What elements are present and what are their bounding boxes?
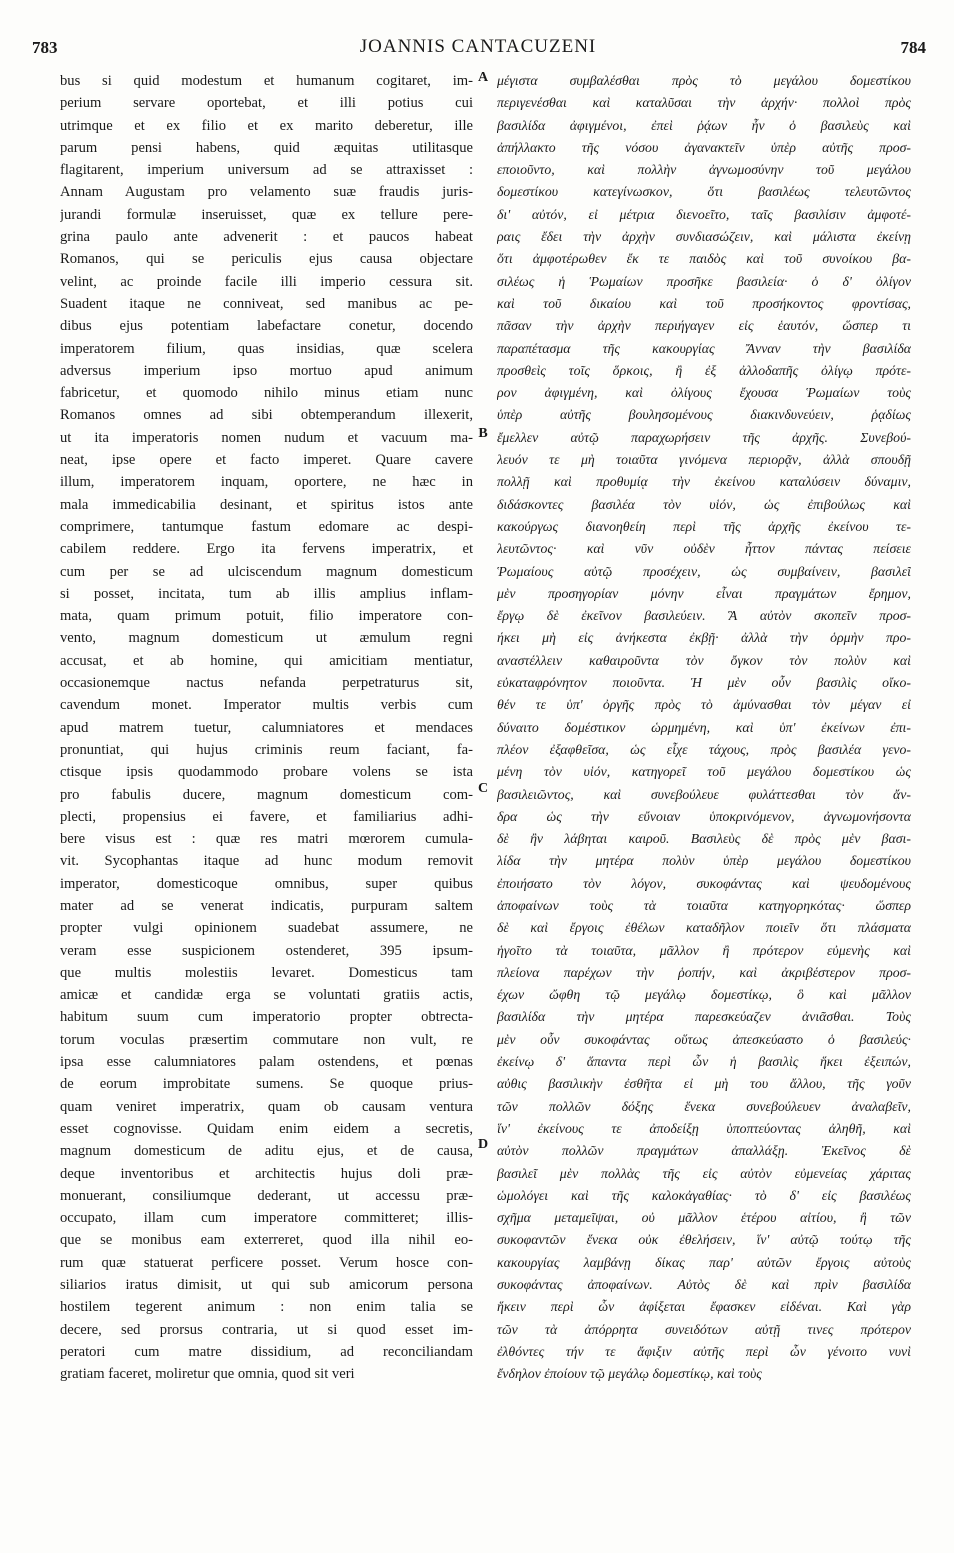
greek-text-line: Ῥωμαίους αὐτῷ προσέχειν, ὡς συμβαίνειν, βασιλεῖ bbox=[497, 563, 911, 579]
latin-text-line: plecti, propensius ei favere, et familiarius adhi- bbox=[60, 808, 473, 825]
latin-text-line: ctisque ipsis quodammodo probare volens se ista bbox=[60, 764, 473, 781]
latin-text-line: rum quæ statuerat perficere posset. Verum hosce con- bbox=[60, 1254, 473, 1271]
latin-text-line: adversus imperium ipso mortuo apud animum bbox=[60, 362, 473, 379]
latin-text-line: si posset, incitata, tum ab illis amplius inflam- bbox=[60, 585, 473, 602]
greek-text-line: καὶ τοῦ δικαίου καὶ τοῦ προσήκοντος φροντίσας, bbox=[497, 295, 911, 311]
greek-text-line: σιλέως ἡ Ῥωμαίων προσῆκε βασιλεία· ὁ δ' ὀλίγον bbox=[497, 273, 911, 289]
latin-text-line: magnum domesticum de aditu ejus, et de causa, bbox=[60, 1143, 473, 1160]
greek-text-line: διδάσκοντες βασιλέα τὸν υἱόν, ὡς ἐπιβούλως καὶ bbox=[497, 496, 911, 512]
latin-text-line: gratiam faceret, moliretur que omnia, quod sit veri bbox=[60, 1366, 355, 1383]
latin-text-line: vit. Sycophantas itaque ad hunc modum removit bbox=[60, 853, 473, 870]
margin-letter-c: C bbox=[477, 781, 489, 796]
latin-text-line: Romanos, qui se periculis ejus causa objectare bbox=[60, 251, 473, 268]
greek-text-line: ὡμολόγει καὶ τῆς καλοκἀγαθίας· τὸ δ' εἰς βασιλέως bbox=[497, 1187, 911, 1203]
greek-text-line: ἥκειν περὶ ὧν ἀφίξεται ἔφασκεν εἰδέναι. Καὶ γὰρ bbox=[497, 1299, 911, 1315]
greek-text-line: πλείονα παρέχων τὴν ῥοπήν, καὶ ἀκριβέστερον προσ- bbox=[497, 964, 911, 980]
greek-text-line: κακουργίας λαμβάνῃ δίκας παρ' αὐτῶν ἔργοις αὐτοὺς bbox=[497, 1254, 911, 1270]
latin-text-line: illum, imperatorem inquam, oportere, ne hæc in bbox=[60, 474, 473, 491]
greek-text-line: λευόν τε μὴ τοιαῦτα γινόμενα περιορᾷν, ἀλλὰ σπουδῇ bbox=[497, 452, 911, 468]
latin-text-line: flagitarent, imperium universum ad se attraxisset : bbox=[60, 162, 473, 179]
greek-text-line: δι' αὐτόν, εἰ μέτρια διενοεῖτο, ταῖς βασιλίσιν ἀμφοτέ- bbox=[497, 206, 911, 222]
greek-text-line: ρον ἀφιγμένη, καὶ ὀλίγους ἔχουσα Ῥωμαίων τοὺς bbox=[497, 385, 911, 401]
margin-letter-b: B bbox=[478, 426, 488, 441]
latin-text-line: utrimque et ex filio et ex marito deberetur, ille bbox=[60, 117, 473, 134]
greek-text-line: παραπέτασμα τῆς κακουργίας Ἄνναν τὴν βασιλίδα bbox=[497, 340, 911, 356]
latin-text-line: que se monibus eam exterreret, quod illa nihil eo- bbox=[60, 1232, 473, 1249]
latin-text-line: ut ita imperatoris nomen nudum et vacuum ma- bbox=[60, 429, 473, 446]
running-title: JOANNIS CANTACUZENI bbox=[359, 36, 597, 57]
greek-text-line: πᾶσαν τὴν ἀρχὴν περιήγαγεν εἰς ἑαυτόν, ὥσπερ τι bbox=[497, 318, 911, 334]
greek-text-line: μὲν οὖν συκοφάντας οὕτως ἀπεσκεύαστο ὁ βασιλεύς· bbox=[497, 1031, 911, 1047]
latin-text-line: pro fabulis ducere, magnum domesticum com- bbox=[60, 786, 473, 803]
greek-text-line: σχῆμα μεταμεῖψαι, οὐ μᾶλλον ἑτέρου αἰτίου, ἢ τῶν bbox=[497, 1210, 911, 1226]
page-number-left: 783 bbox=[32, 38, 58, 57]
greek-text-line: βασιλίδα τὴν μητέρα παρεσκεύαζεν ἀνιᾶσθαι. Τοὺς bbox=[497, 1009, 911, 1025]
latin-text-line: grina paulo ante advenerit : et paucos habeat bbox=[60, 229, 473, 246]
latin-text-line: bus si quid modestum et humanum cogitaret, im- bbox=[60, 73, 473, 89]
latin-text-line: pronuntiat, qui hujus criminis reum faciant, fa- bbox=[60, 741, 473, 758]
latin-text-line: de eorum improbitate sumens. Se quoque prius- bbox=[60, 1076, 473, 1093]
latin-text-line: mala immedicabilia desinant, et spiritus istos ante bbox=[60, 496, 473, 513]
margin-letter-d: D bbox=[477, 1137, 489, 1152]
latin-text-line: decere, sed prorsus contraria, ut si quod esset im- bbox=[60, 1321, 473, 1338]
greek-text-line: κακούργως διανοηθείη περὶ τῆς ἀρχῆς ἐκείνου τε- bbox=[497, 518, 911, 534]
greek-text-line: ἡγοῖτο τὰ τοιαῦτα, μᾶλλον ἢ πρότερον εὐμενὴς καὶ bbox=[497, 942, 911, 958]
latin-text-line: quam veniret imperatrix, quam ob causam ventura bbox=[60, 1098, 473, 1115]
latin-text-line: propter vulgi opinionem suadebat assumere, ne bbox=[60, 920, 473, 937]
latin-text-line: deque inventoribus et architectis hujus doli præ- bbox=[60, 1165, 473, 1182]
latin-text-line: Annam Augustam pro velamento suæ fraudis juris- bbox=[60, 184, 473, 201]
greek-text-line: βασιλίδα ἀφιγμένοι, ἐπεὶ ῥᾴων ἦν ὁ βασιλεὺς καὶ bbox=[497, 117, 911, 133]
latin-text-line: dibus ejus potentiam labefactare conetur, docendo bbox=[60, 318, 473, 335]
greek-text-line: αναστέλλειν καθαιροῦντα τὸν ὄγκον τὸν πολὺν καὶ bbox=[497, 652, 911, 668]
latin-text-line: mata, quam primum potuit, filio imperatore con- bbox=[60, 608, 473, 625]
latin-text-line: amicæ et candidæ erga se voluntati gratiis actis, bbox=[60, 987, 473, 1004]
greek-text-line: προσθεὶς τοῖς ὅρκοις, ἢ ἐξ ἀλλοδαπῆς ὀλίγῳ πρότε- bbox=[497, 362, 911, 378]
latin-text-line: neat, ipse opere et facto imperet. Quare cavere bbox=[60, 452, 473, 469]
greek-text-line: δύναιτο δομέστικον ὡρμημένη, καὶ ὑπ' ἐκείνων ἐπι- bbox=[497, 719, 911, 735]
latin-text-line: parum pensi habens, quid æquitas utilitasque bbox=[60, 139, 473, 156]
greek-text-line: πολλῇ καὶ προθυμίᾳ τὴν ἐκείνου καταλύσειν δύναμιν, bbox=[497, 474, 911, 490]
latin-text-line: cabilem reddere. Ergo ita fervens imperatrix, et bbox=[60, 541, 473, 558]
greek-text-line: μέγιστα συμβαλέσθαι πρὸς τὸ μεγάλου δομεστίκου bbox=[497, 73, 911, 88]
latin-column bbox=[60, 70, 473, 1386]
latin-text-line: torum voculas præsertim commutare non vult, re bbox=[60, 1031, 473, 1048]
greek-text-line: ραις ἔδει τὴν ἀρχὴν συνδιασώζειν, καὶ μάλιστα ἐκείνῃ bbox=[497, 229, 911, 245]
greek-text-line: συκοφαντῶν ἕνεκα οὐκ ἐθελήσειν, ἵν' αὐτῷ τούτῳ τῆς bbox=[497, 1232, 911, 1248]
running-header bbox=[28, 34, 928, 62]
greek-text-line: δρα ὡς τὴν εὔνοιαν ὑποκρινόμενον, ἀγνωμονήσοντα bbox=[497, 808, 911, 824]
greek-text-line: ἔργῳ δὲ ἐκεῖνον βασιλεύειν. Ἃ αὐτὸν σκοπεῖν προσ- bbox=[497, 608, 911, 624]
latin-text-line: mater ad se venerat indicatis, purpuram saltem bbox=[60, 897, 473, 914]
latin-text-line: accusat, et ab homine, qui amicitiam mentiatur, bbox=[60, 652, 473, 669]
latin-text-line: Suadent itaque ne conniveat, sed manibus ac pe- bbox=[60, 295, 473, 312]
greek-text-line: βασιλεῖ μὲν πολλὰς τῆς εἰς αὐτὸν εὐμενείας χάριτας bbox=[497, 1165, 911, 1181]
greek-text-line: ἐκείνῳ δ' ἅπαντα περὶ ὧν ἡ βασιλὶς ἥκει ἐξειπών, bbox=[497, 1054, 911, 1070]
latin-text-line: perium servare oportebat, et illi potius cui bbox=[60, 95, 473, 112]
greek-text-line: ἔνδηλον ἐποίουν τῷ μεγάλῳ δομεστίκῳ, καὶ τοὺς bbox=[497, 1366, 762, 1382]
greek-text-line: τῶν τὰ ἀπόρρητα συνειδότων αὐτῇ τινες πρότερον bbox=[497, 1321, 911, 1337]
latin-text-line: ipsa esse calumniatores palam ostendens, et pœnas bbox=[60, 1054, 473, 1071]
greek-text-line: ἀποφαίνων τοὺς τὰ τοιαῦτα κατηγορηκότας· ὥσπερ bbox=[497, 897, 911, 913]
page-number-right: 784 bbox=[900, 38, 926, 57]
margin-letter-a: A bbox=[477, 70, 489, 85]
greek-text-line: ὑπὲρ αὐτῆς βουλησομένους διακινδυνεύειν, ῥᾳδίως bbox=[497, 407, 911, 423]
latin-text-line: imperator, domesticoque omnibus, super quibus bbox=[60, 875, 473, 892]
greek-text-line: ήκει μὴ εἰς ἀνήκεστα ἐκβῇ· ἀλλὰ τὴν ὁρμὴν προ- bbox=[497, 630, 911, 646]
greek-text-line: βασιλειῶντος, καὶ συνεβούλευε φυλάττεσθαι τὸν ἄν- bbox=[497, 786, 911, 802]
greek-text-line: δομεστίκου κατεγίνωσκον, ὅτι βασιλέως τελευτῶντος bbox=[497, 184, 911, 200]
latin-text-line: velint, ac proinde facile illi imperio cessura sit. bbox=[60, 273, 473, 290]
latin-text-line: monuerant, consiliumque dederant, ut accessu præ- bbox=[60, 1187, 473, 1204]
greek-text-line: αὐτὸν πολλῶν πραγμάτων ἀπαλλάξῃ. Ἐκεῖνος δὲ bbox=[497, 1143, 911, 1159]
latin-text-line: Romanos omnes ad sibi obtemperandum illexerit, bbox=[60, 407, 473, 424]
latin-text-line: comprimere, tantumque fastum edomare ac despi- bbox=[60, 518, 473, 535]
greek-text-line: θέν τε ὑπ' ὀργῆς πρὸς τὸ ἀμύνασθαι τὸν μέγαν εἰ bbox=[497, 697, 911, 713]
greek-text-line: λευτῶντος· καὶ νῦν οὐδὲν ἧττον πάντας πείσειε bbox=[497, 541, 911, 557]
greek-text-line: πλέον ἐξαφθεῖσα, ὡς εἶχε τάχους, πρὸς βασιλέα γενο- bbox=[497, 741, 911, 757]
greek-text-line: ἐλθόντες τήν τε ἄφιξιν αὐτῆς περὶ ὧν γένοιτο νυνὶ bbox=[497, 1343, 911, 1359]
greek-text-line: δὲ ἢν λάβηται καιροῦ. Βασιλεὺς δὲ πρὸς μὲν βασι- bbox=[497, 831, 911, 847]
greek-text-line: συκοφάντας ἀποφαίνων. Αὐτὸς δὲ καὶ πρὶν βασιλίδα bbox=[497, 1277, 911, 1293]
latin-text-line: bere visus est : quæ res matri mœrorem cumula- bbox=[60, 831, 473, 848]
latin-text-line: hostilem tegerent animum : non enim talia se bbox=[60, 1299, 473, 1316]
greek-text-line: μὲν προσηγορίαν μόνην εἶναι πραγμάτων ἔρημον, bbox=[497, 585, 911, 601]
latin-text-line: fabricetur, et quomodo nihilo minus etiam nunc bbox=[60, 385, 473, 402]
greek-text-line: εὐκαταφρόνητον ποιοῦντα. Ἡ μὲν οὖν βασιλὶς οἴκο- bbox=[497, 675, 911, 691]
greek-text-line: έχων ὤφθη τῷ μεγάλῳ δομεστίκῳ, ὃ καὶ μᾶλλον bbox=[497, 987, 911, 1003]
greek-text-line: τῶν πολλῶν δόξης ἕνεκα συνεβούλευεν ἀναλαβεῖν, bbox=[497, 1098, 911, 1114]
greek-text-line: λίδα τὴν μητέρα πολὺν ὑπὲρ μεγάλου δομεστίκου bbox=[497, 853, 911, 869]
latin-text-line: vento, magnum domesticum ut æmulum regni bbox=[60, 630, 473, 647]
latin-text-line: cum per se ad ulciscendum magnum domesticum bbox=[60, 563, 473, 580]
latin-text-line: imperatorem filium, quas insidias, quæ scelera bbox=[60, 340, 473, 357]
latin-text-line: habitum suum cum imperatorio propter obtrecta- bbox=[60, 1009, 473, 1026]
greek-text-line: ἐποιήσατο τὸν λόγον, συκοφάντας καὶ ψευδομένους bbox=[497, 875, 911, 891]
greek-text-line: δὲ καὶ ἔργοις ἐθέλων καταδῆλον ποιεῖν ὅτι πλάσματα bbox=[497, 920, 911, 936]
greek-text-line: ἔμελλεν αὐτῷ παραχωρήσειν τῆς ἀρχῆς. Συνεβού- bbox=[497, 429, 911, 445]
latin-text-line: jurandi formulæ inseruisset, quæ ex tellure pere- bbox=[60, 206, 473, 223]
greek-text-line: μένη τὸν υἱόν, κατηγορεῖ τοῦ μεγάλου δομεστίκου ὡς bbox=[497, 764, 911, 780]
greek-text-line: ἀπήλλακτο τῆς νόσου ἀγανακτεῖν ὑπὲρ αὐτῆς προσ- bbox=[497, 139, 911, 155]
latin-text-line: esset cognovisse. Quidam enim eidem a secretis, bbox=[60, 1120, 473, 1137]
latin-text-line: occupato, illam cum imperatore committeret; illis- bbox=[60, 1210, 473, 1227]
latin-text-line: occasionemque nactus nefanda perpetraturus sit, bbox=[60, 675, 473, 692]
latin-text-line: siliarios iratus dimisit, ut qui sub amicorum persona bbox=[60, 1277, 473, 1294]
latin-text-line: cavendum monet. Imperator multis verbis cum bbox=[60, 697, 473, 714]
greek-text-line: ὅτι ἀμφοτέρωθεν ἔκ τε παιδὸς καὶ τοῦ συνοίκου βα- bbox=[497, 251, 911, 267]
greek-column bbox=[497, 70, 911, 1386]
latin-text-line: apud matrem tuetur, calumniatores et mendaces bbox=[60, 719, 473, 736]
greek-text-line: αὐθις βασιλικὴν ἐσθῆτα εἰ μὴ του ἄλλου, τῆς γοῦν bbox=[497, 1076, 911, 1092]
latin-text-line: veram esse suspicionem ostenderet, 395 ipsum- bbox=[60, 942, 473, 959]
greek-text-line: περιγενέσθαι καὶ καταλῦσαι τὴν ἀρχήν· πολλοὶ πρὸς bbox=[497, 95, 911, 111]
latin-text-line: que multis molestiis levaret. Domesticus tam bbox=[60, 964, 473, 981]
greek-text-line: εποιοῦντο, καὶ πολλὴν ἀγνωμοσύνην τοῦ μεγάλου bbox=[497, 162, 911, 178]
latin-text-line: peratori cum matre dissidium, ad reconciliandam bbox=[60, 1343, 473, 1360]
greek-text-line: ἵν' ἐκείνους τε ἀποδείξῃ ὑποπτεύοντας ἀληθῆ, καὶ bbox=[497, 1120, 911, 1136]
